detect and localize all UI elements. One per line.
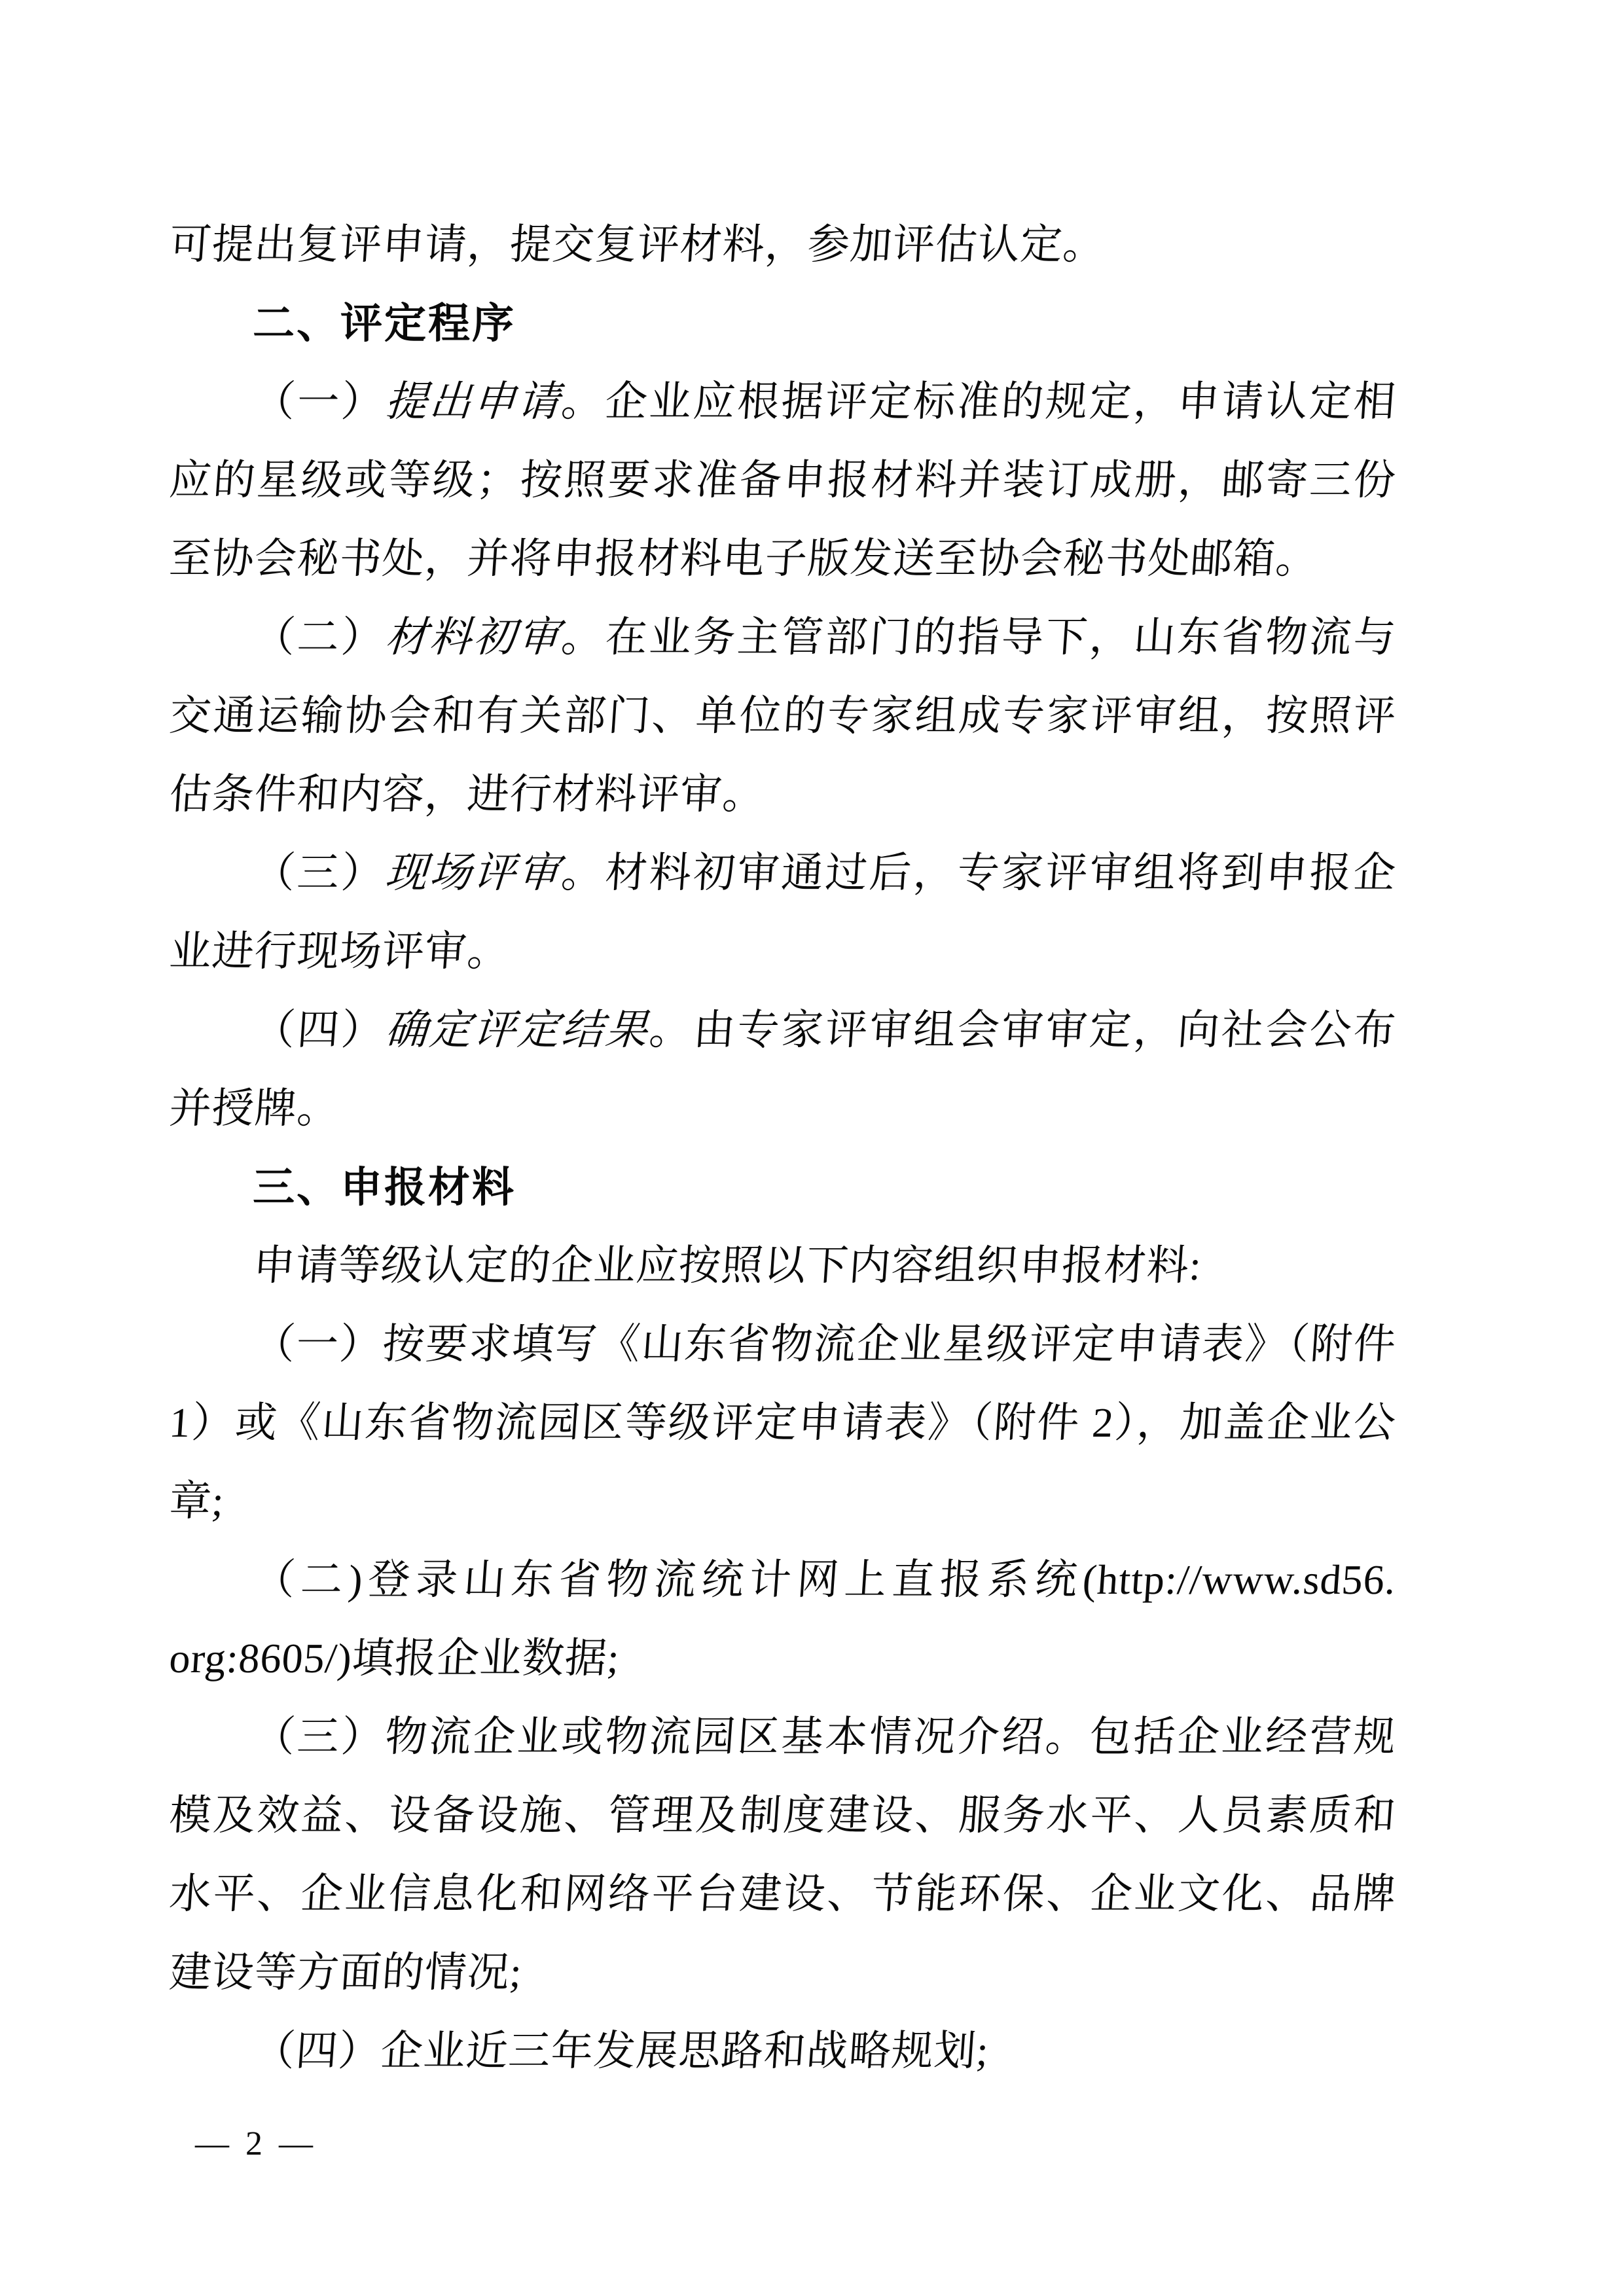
paragraph [169,991,1396,1148]
text-line [167,1227,1399,1305]
text-line [167,598,1399,677]
text-line [167,520,1399,598]
text-run: 申请等级认定的企业应按照以下内容组织申报材料: [251,1242,1204,1289]
text-run: （四） [251,1007,388,1053]
text-run: （三） [251,850,388,896]
section-heading [169,284,1396,363]
text-run-emphasis: 现场评审 [384,850,564,896]
text-line [167,755,1399,834]
text-line [167,1933,1399,2012]
text-run-emphasis: 提出申请 [384,378,564,425]
paragraph [169,2012,1396,2090]
text-run: 至协会秘书处，并将申报材料电子版发送至协会秘书处邮箱。 [168,535,1320,582]
text-line [167,1541,1399,1619]
text-line [167,1698,1399,1776]
text-run: 应的星级或等级；按照要求准备申报材料并装订成册，邮寄三份 [168,457,1398,503]
text-run: （二） [251,614,388,660]
text-line [169,1148,1396,1227]
text-line [167,1069,1399,1148]
text-run: 业进行现场评审。 [168,928,512,975]
page-number: — 2 — [195,2125,317,2162]
text-line [167,1462,1399,1541]
text-line [169,284,1396,363]
text-run: 建设等方面的情况; [168,1949,524,1996]
text-line [167,441,1399,520]
paragraph [169,598,1396,834]
text-run: （三）物流企业或物流园区基本情况介绍。包括企业经营规 [251,1713,1398,1760]
text-run: （一） [251,378,388,425]
text-line [167,991,1399,1069]
text-line [167,1855,1399,1933]
text-run: 。由专家评审组会审审定，向社会公布 [647,1007,1398,1053]
text-run: 。企业应根据评定标准的规定，申请认定相 [560,378,1398,425]
text-line [167,1305,1399,1384]
text-run: 二、评定程序 [253,300,516,347]
paragraph [169,1698,1396,2012]
text-run-emphasis: 确定评定结果 [384,1007,651,1053]
text-line [167,912,1399,991]
paragraph [169,363,1396,598]
document-body [169,206,1396,2090]
section-heading [169,1148,1396,1227]
text-run: 三、申报材料 [253,1164,516,1211]
text-line [167,834,1399,912]
text-run: org:8605/)填报企业数据; [168,1635,622,1681]
paragraph [169,1305,1396,1541]
paragraph [169,834,1396,991]
text-line [167,1776,1399,1855]
text-run: 。在业务主管部门的指导下，山东省物流与 [560,614,1398,660]
text-run: 交通运输协会和有关部门、单位的专家组成专家评审组，按照评 [168,692,1398,739]
paragraph [169,1227,1396,1305]
text-line [167,677,1399,755]
text-line [167,363,1399,441]
text-run: 1）或《山东省物流园区等级评定申请表》（附件 2），加盖企业公 [168,1399,1398,1446]
text-run: （四）企业近三年发展思路和战略规划; [251,2028,991,2074]
text-run: 。材料初审通过后，专家评审组将到申报企 [560,850,1398,896]
paragraph [169,1541,1396,1698]
text-run: （一）按要求填写《山东省物流企业星级评定申请表》（附件 [251,1321,1398,1367]
text-run: 模及效益、设备设施、管理及制度建设、服务水平、人员素质和 [168,1792,1398,1839]
text-line [167,1619,1399,1698]
text-run: 水平、企业信息化和网络平台建设、节能环保、企业文化、品牌 [168,1871,1398,1917]
text-run: 并授牌。 [168,1085,342,1132]
paragraph [169,206,1396,284]
text-line [167,2012,1399,2090]
text-run-emphasis: 材料初审 [384,614,564,660]
text-line [167,206,1399,284]
text-line [167,1384,1399,1462]
text-run: 估条件和内容，进行材料评审。 [168,771,767,817]
text-run: 章; [168,1478,226,1524]
text-run: （二)登录山东省物流统计网上直报系统(http://www.sd56. [251,1556,1398,1603]
text-run: 可提出复评申请，提交复评材料，参加评估认定。 [168,221,1108,268]
